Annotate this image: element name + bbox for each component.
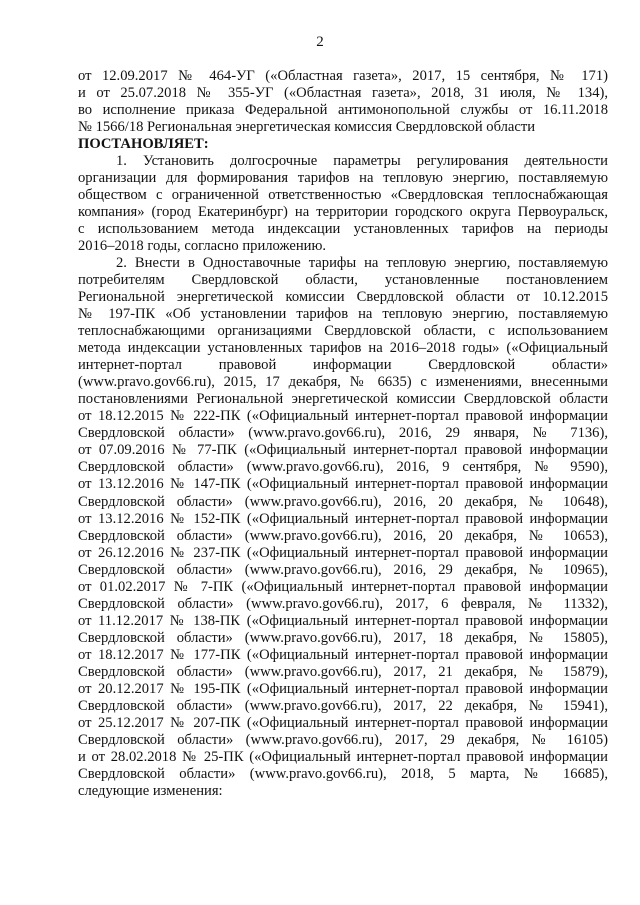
text-line: Свердловской области» (www.pravo.gov66.ru), 2017, 18 декабря, № 15805),: [78, 629, 608, 646]
text-line: метода индексации установленных тарифов на 2016–2018 годы» («Официальный: [78, 340, 608, 357]
text-line: следующие изменения:: [78, 782, 223, 799]
text-line: Свердловской области» (www.pravo.gov66.ru), 2016, 29 декабря, № 10965),: [78, 561, 608, 578]
text-line: от 18.12.2017 № 177-ПК («Официальный интернет-портал правовой информации: [78, 646, 608, 663]
text-line: и от 25.07.2018 № 355-УГ («Областная газета», 2018, 31 июля, № 134),: [78, 85, 608, 102]
text-line: компания» (город Екатеринбург) на территории городского округа Первоуральск,: [78, 204, 608, 221]
text-line: и от 28.02.2018 № 25-ПК («Официальный интернет-портал правовой информации: [78, 748, 608, 765]
text-line: Свердловской области» (www.pravo.gov66.ru), 2016, 20 декабря, № 10648),: [78, 493, 608, 510]
text-line: Свердловской области» (www.pravo.gov66.ru), 2017, 22 декабря, № 15941),: [78, 697, 608, 714]
text-line: от 13.12.2016 № 147-ПК («Официальный интернет-портал правовой информации: [78, 476, 608, 493]
text-line: с использованием метода индексации установленных тарифов на периоды: [78, 221, 608, 238]
text-line: потребителям Свердловской области, установленные постановлением: [78, 272, 608, 289]
text-line: Свердловской области» (www.pravo.gov66.ru), 2017, 21 декабря, № 15879),: [78, 663, 608, 680]
text-line: от 13.12.2016 № 152-ПК («Официальный интернет-портал правовой информации: [78, 510, 608, 527]
text-line: 2. Внести в Одноставочные тарифы на тепловую энергию, поставляемую: [116, 255, 608, 272]
text-line: от 07.09.2016 № 77-ПК («Официальный интернет-портал правовой информации: [78, 442, 608, 459]
text-line: обществом с ограниченной ответственностью «Свердловская теплоснабжающая: [78, 187, 608, 204]
text-line: от 20.12.2017 № 195-ПК («Официальный интернет-портал правовой информации: [78, 680, 608, 697]
text-line: теплоснабжающими организациями Свердловской области, с использованием: [78, 323, 608, 340]
text-line: Свердловской области» (www.pravo.gov66.ru), 2017, 29 декабря, № 16105): [78, 731, 608, 748]
text-line: во исполнение приказа Федеральной антимонопольной службы от 16.11.2018: [78, 102, 608, 119]
text-line: (www.pravo.gov66.ru), 2015, 17 декабря, № 6635) с изменениями, внесенными: [78, 374, 608, 391]
text-line: № 1566/18 Региональная энергетическая комиссия Свердловской области: [78, 119, 536, 136]
text-line: 1. Установить долгосрочные параметры регулирования деятельности: [116, 153, 608, 170]
section-heading: ПОСТАНОВЛЯЕТ:: [78, 136, 209, 153]
text-line: от 25.12.2017 № 207-ПК («Официальный интернет-портал правовой информации: [78, 714, 608, 731]
text-line: Свердловской области» (www.pravo.gov66.ru), 2016, 20 декабря, № 10653),: [78, 527, 608, 544]
text-line: Свердловской области» (www.pravo.gov66.ru), 2017, 6 февраля, № 11332),: [78, 595, 608, 612]
text-line: 2016–2018 годы, согласно приложению.: [78, 238, 327, 255]
text-line: Региональной энергетической комиссии Свердловской области от 10.12.2015: [78, 289, 608, 306]
text-line: от 26.12.2016 № 237-ПК («Официальный интернет-портал правовой информации: [78, 544, 608, 561]
text-line: Свердловской области» (www.pravo.gov66.ru), 2016, 9 сентября, № 9590),: [78, 459, 608, 476]
text-line: организации для формирования тарифов на тепловую энергию, поставляемую: [78, 170, 608, 187]
text-line: постановлениями Региональной энергетической комиссии Свердловской области: [78, 391, 608, 408]
text-line: Свердловской области» (www.pravo.gov66.ru), 2018, 5 марта, № 16685),: [78, 765, 608, 782]
text-line: от 01.02.2017 № 7-ПК («Официальный интернет-портал правовой информации: [78, 578, 608, 595]
text-line: от 18.12.2015 № 222-ПК («Официальный интернет-портал правовой информации: [78, 408, 608, 425]
text-line: интернет-портал правовой информации Свердловской области»: [78, 357, 608, 374]
page-number: 2: [316, 34, 324, 50]
text-line: № 197-ПК «Об установлении тарифов на тепловую энергию, поставляемую: [78, 306, 608, 323]
text-line: от 11.12.2017 № 138-ПК («Официальный интернет-портал правовой информации: [78, 612, 608, 629]
text-line: от 12.09.2017 № 464-УГ («Областная газета», 2017, 15 сентября, № 171): [78, 68, 608, 84]
text-line: Свердловской области» (www.pravo.gov66.ru), 2016, 29 января, № 7136),: [78, 425, 608, 442]
